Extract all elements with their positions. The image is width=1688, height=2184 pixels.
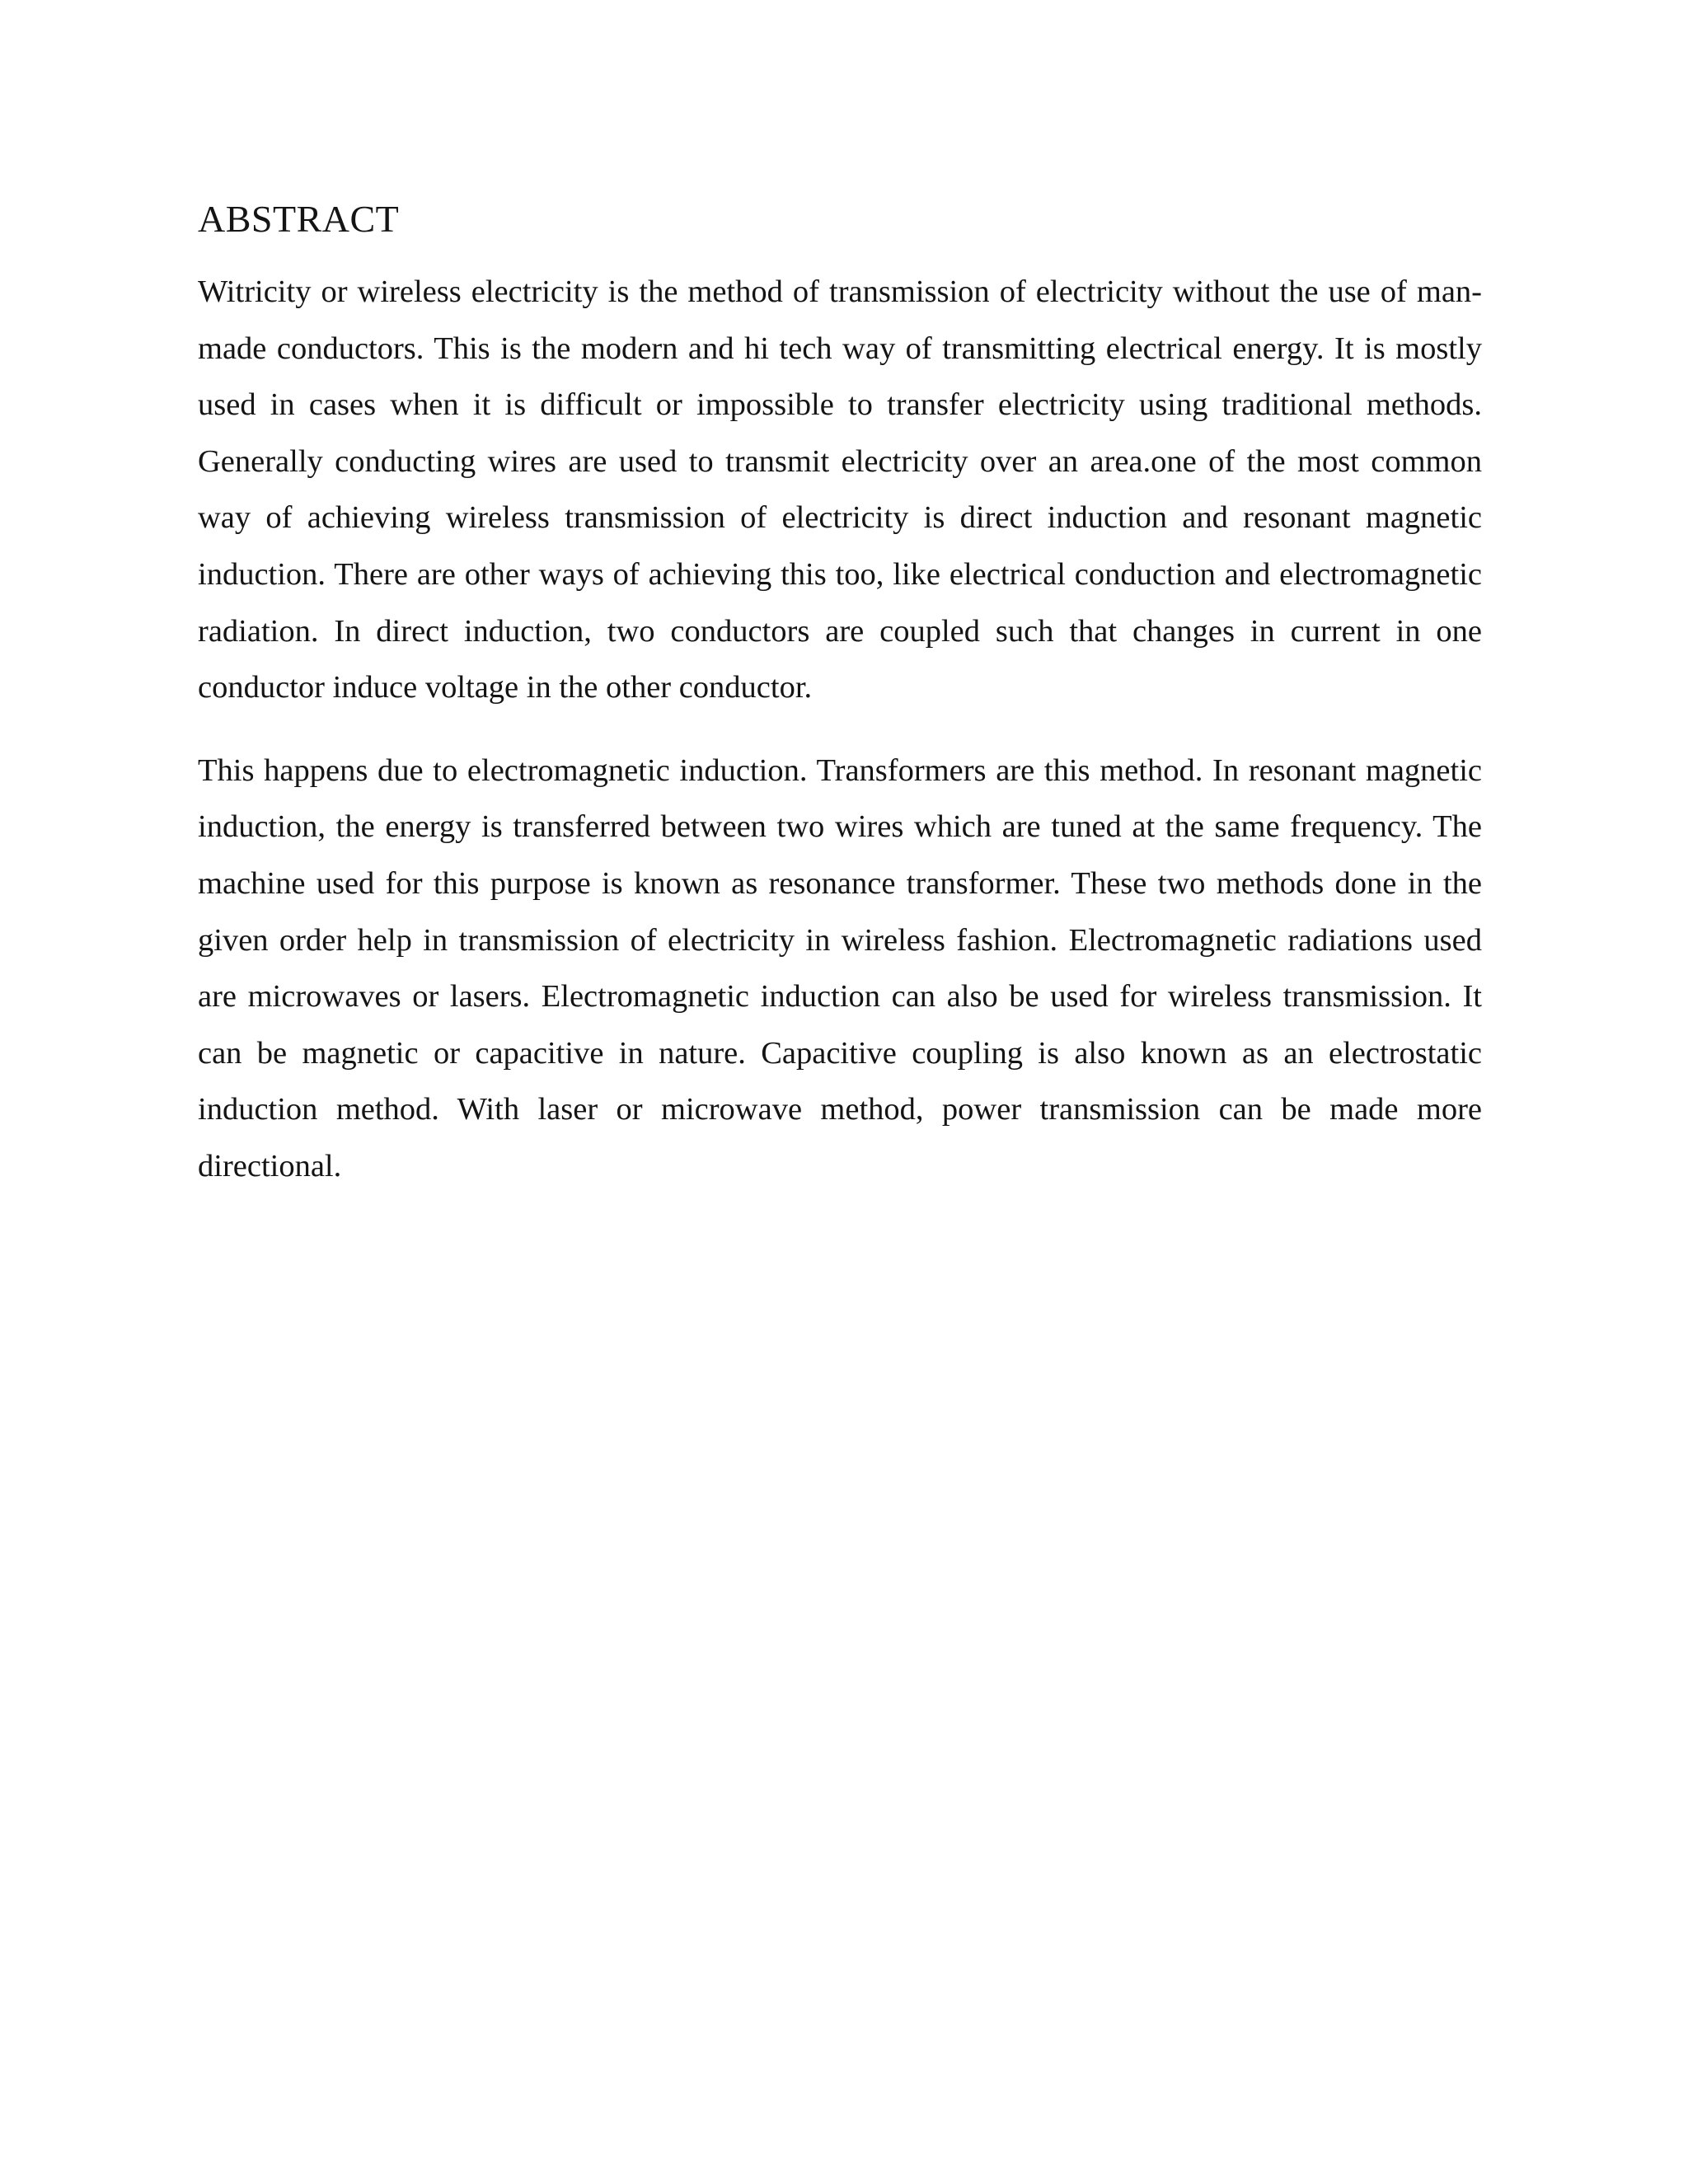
abstract-paragraph-2: This happens due to electromagnetic induction. Transformers are this method. In resonant magnetic induction, the energy is transferred between two wires which are tuned at the same frequency. The machine used for this purpose is known as resonance transformer. These two methods done in the given order help in transmission of electricity in wireless fashion. Electromagnetic radiations used are microwaves or lasers. Electromagnetic induction can also be used for wireless transmission. It can be magnetic or capacitive in nature. Capacitive coupling is also known as an electrostatic induction method. With laser or microwave method, power transmission can be made more directional. bbox=[198, 752, 1482, 1183]
page-title: ABSTRACT bbox=[198, 198, 400, 240]
document-body bbox=[198, 191, 1482, 1195]
abstract-paragraph-1: Witricity or wireless electricity is the method of transmission of electricity without the use of man-made conductors. This is the modern and hi tech way of transmitting electrical energy. It is mostly used in cases when it is difficult or impossible to transfer electricity using traditional methods. Generally conducting wires are used to transmit electricity over an area.one of the most common way of achieving wireless transmission of electricity is direct induction and resonant magnetic induction. There are other ways of achieving this too, like electrical conduction and electromagnetic radiation. In direct induction, two conductors are coupled such that changes in current in one conductor induce voltage in the other conductor. bbox=[198, 274, 1482, 705]
